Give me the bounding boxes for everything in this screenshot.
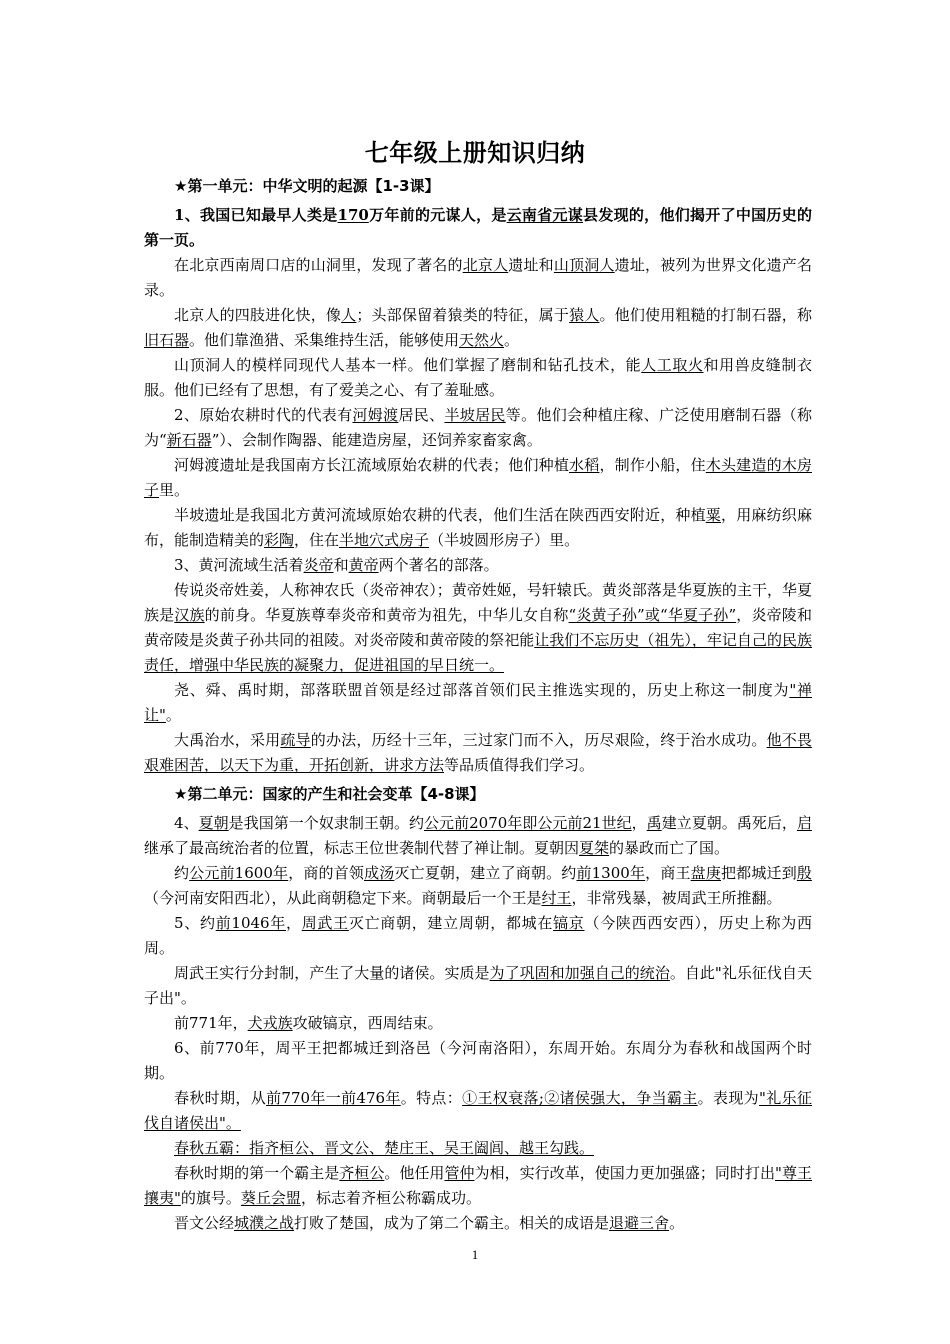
paragraph — [144, 811, 812, 861]
document-title: 七年级上册知识归纳 — [364, 139, 586, 167]
text-segment: 是我国第一个奴隶制王朝。约 — [228, 814, 425, 832]
underlined-text: 公元前2070年即公元前21世纪 — [424, 814, 632, 832]
text-segment: 半坡遗址是我国北方黄河流域原始农耕的代表，他们生活在陕西西安附近，种植 — [174, 506, 706, 524]
underlined-text: 河姆渡 — [352, 406, 399, 424]
paragraph — [144, 303, 812, 353]
underlined-text: 前770年一前476年 — [266, 1089, 401, 1107]
text-segment: 继承了最高统治者的位置，标志王位世袭制代替了禅让制。夏朝因 — [144, 839, 580, 857]
text-segment: 县发现的，他们揭开了中国历史的第一页。 — [144, 206, 812, 249]
underlined-text: 山顶洞人 — [553, 256, 615, 274]
text-segment: 尧、舜、禹时期，部落联盟首领是经过部落首领们民主推选实现的，历史上称这一制度为 — [174, 681, 790, 699]
text-segment: 。特点： — [400, 1089, 463, 1107]
text-segment: 等品质值得我们学习。 — [444, 756, 595, 774]
text-segment: 等。他们会种植庄稼、广泛使用磨制石器（称为“ — [144, 406, 812, 449]
text-segment: （今河南安阳西北），从此商朝稳定下来。商朝最后一个王是 — [144, 889, 542, 907]
underlined-text: 云南省元谋 — [506, 206, 584, 224]
underlined-text: 天然火 — [459, 331, 505, 349]
underlined-text: 北京人 — [462, 256, 509, 274]
underlined-text: 疏导 — [280, 731, 311, 749]
paragraph — [144, 403, 812, 453]
paragraph — [144, 961, 812, 1011]
text-segment: 北京人的四肢进化快，像 — [174, 306, 342, 324]
underlined-text: "禅让" — [144, 681, 812, 724]
underlined-text: 炎帝 — [303, 556, 334, 574]
paragraph — [144, 911, 812, 961]
underlined-text: 新石器 — [166, 431, 212, 449]
text-segment: 河姆渡遗址是我国南方长江流域原始农耕的代表；他们种植 — [174, 456, 570, 474]
paragraph — [144, 728, 812, 778]
text-segment: 。 — [504, 331, 520, 349]
text-segment: 传说炎帝姓姜，人称神农氏（炎帝神农）；黄帝姓姬，号轩辕氏。黄炎部落是华夏族的主干，华夏族是 — [144, 581, 812, 624]
text-segment: ★第二单元：国家的产生和社会变革【4-8课】 — [174, 785, 485, 803]
text-segment: 春秋时期的第一个霸主是 — [174, 1164, 340, 1182]
text-segment: 大禹治水，采用 — [174, 731, 281, 749]
text-segment: 。自此"礼乐征伐自天子出"。 — [144, 964, 812, 1007]
paragraph — [144, 1036, 812, 1086]
underlined-text: 汉族 — [174, 606, 205, 624]
text-segment: ，用麻纺织麻布，能制造精美的 — [144, 506, 812, 549]
text-segment: 。 — [669, 1214, 685, 1232]
text-segment: ， — [286, 914, 302, 932]
underlined-text: 木头建造的木房子 — [144, 456, 812, 499]
text-segment: （半坡圆形房子）里。 — [429, 531, 580, 549]
underlined-text: 前1046年 — [215, 914, 286, 932]
text-segment: 把都城迁到 — [721, 864, 797, 882]
text-segment: 里。 — [159, 481, 190, 499]
unit-heading — [144, 782, 812, 807]
text-segment: 3、黄河流域生活着 — [174, 556, 304, 574]
underlined-text: 公元前1600年 — [189, 864, 289, 882]
document-body — [144, 174, 812, 1236]
underlined-text: 黄帝 — [348, 556, 379, 574]
text-segment: 在北京西南周口店的山洞里，发现了著名的 — [174, 256, 463, 274]
underlined-text: 齐桓公 — [339, 1164, 385, 1182]
paragraph — [144, 861, 812, 911]
text-segment: 。他任用 — [384, 1164, 445, 1182]
underlined-text: 半坡居民 — [444, 406, 506, 424]
paragraph — [144, 1161, 812, 1211]
paragraph — [144, 1086, 812, 1136]
text-segment: 建立夏朝。禹死后， — [661, 814, 797, 832]
paragraph — [144, 553, 812, 578]
paragraph — [144, 678, 812, 728]
text-segment: 的前身。华夏族尊奉炎帝和黄帝为祖先，中华儿女自称 — [204, 606, 569, 624]
paragraph — [144, 503, 812, 553]
text-segment: 约 — [174, 864, 190, 882]
text-segment: 万年前的元谋人，是 — [368, 206, 507, 224]
paragraph — [144, 353, 812, 403]
underlined-text: "礼乐征伐自诸侯出"。 — [144, 1089, 812, 1132]
underlined-text: 粟 — [705, 506, 721, 524]
text-segment: 打败了楚国，成为了第二个霸主。相关的成语是 — [294, 1214, 610, 1232]
underlined-text: 人工取火 — [641, 356, 704, 374]
text-segment: 周武王实行分封制，产生了大量的诸侯。实质是 — [174, 964, 490, 982]
text-segment: 。他们使用粗糙的打制石器，称 — [599, 306, 812, 324]
underlined-text: "尊王攘夷" — [144, 1164, 812, 1207]
page-number: 1 — [471, 1247, 479, 1262]
underlined-text: 彩陶 — [264, 531, 295, 549]
text-segment: 4、 — [174, 814, 199, 832]
text-segment: 的暴政而亡了国。 — [609, 839, 730, 857]
unit-heading — [144, 174, 812, 199]
text-segment: 晋文公经 — [174, 1214, 235, 1232]
text-segment: 2、原始农耕时代的代表有 — [174, 406, 353, 424]
paragraph — [144, 253, 812, 303]
underlined-text: 犬戎族 — [247, 1014, 293, 1032]
underlined-text: 春秋五霸：指齐桓公、晋文公、楚庄王、吴王阖闾、越王勾践。 — [174, 1139, 595, 1157]
paragraph — [144, 453, 812, 503]
underlined-text: 170 — [337, 206, 369, 224]
text-segment: 灭亡夏朝，建立了商朝。约 — [394, 864, 577, 882]
underlined-text: 启 — [796, 814, 812, 832]
text-segment: ”）、会制作陶器、能建造房屋，还饲养家畜家禽。 — [211, 431, 542, 449]
underlined-text: 旧石器 — [144, 331, 190, 349]
underlined-text: 禹 — [646, 814, 662, 832]
text-segment: 和用兽皮缝制衣服。他们已经有了思想，有了爱美之心、有了羞耻感。 — [144, 356, 812, 399]
text-segment: 两个著名的部落。 — [378, 556, 499, 574]
text-segment: 的办法，历经十三年，三过家门而不入，历尽艰险，终于治水成功。 — [310, 731, 767, 749]
text-segment: ，商的首领 — [288, 864, 365, 882]
text-segment: 。 — [165, 706, 181, 724]
paragraph — [144, 1211, 812, 1236]
underlined-text: 他不畏艰难困苦，以天下为重，开拓创新，讲求方法 — [144, 731, 812, 774]
text-segment: 。他们靠渔猎、采集维持生活，能够使用 — [189, 331, 460, 349]
text-segment: 6、前770年，周平王把都城迁到洛邑（今河南洛阳），东周开始。东周分为春秋和战国两个时期。 — [144, 1039, 812, 1082]
underlined-text: 城濮之战 — [234, 1214, 295, 1232]
text-segment: 居民、 — [398, 406, 445, 424]
underlined-text: 退避三舍 — [609, 1214, 670, 1232]
text-segment: 1、我国已知最早人类是 — [174, 206, 338, 224]
underlined-text: 水稻 — [569, 456, 600, 474]
underlined-text: ①王权衰落;②诸侯强大，争当霸主 — [462, 1089, 698, 1107]
text-segment: 山顶洞人的模样同现代人基本一样。他们掌握了磨制和钻孔技术，能 — [174, 356, 642, 374]
underlined-text: 成汤 — [364, 864, 395, 882]
text-segment: ，炎帝陵和黄帝陵是炎黄子孙共同的祖陵。对炎帝陵和黄帝陵的祭祀能 — [144, 606, 812, 649]
underlined-text: 猿人 — [569, 306, 600, 324]
text-segment: ；头部保留着猿类的特征，属于 — [356, 306, 570, 324]
underlined-text: 夏桀 — [579, 839, 610, 857]
text-segment: 春秋时期，从 — [174, 1089, 267, 1107]
underlined-text: 前1300年 — [576, 864, 646, 882]
underlined-text: 夏朝 — [198, 814, 229, 832]
text-segment: ★第一单元：中华文明的起源【1-3课】 — [174, 177, 440, 195]
text-segment: 遗址，被列为世界文化遗产名录。 — [144, 256, 812, 299]
underlined-text: 盘庚 — [690, 864, 722, 882]
paragraph — [144, 1011, 812, 1036]
underlined-text: 镐京 — [553, 914, 585, 932]
underlined-text: 半地穴式房子 — [339, 531, 430, 549]
text-segment: ，制作小船，住 — [599, 456, 706, 474]
text-segment: ， — [631, 814, 647, 832]
paragraph — [144, 1136, 812, 1161]
paragraph — [144, 578, 812, 678]
underlined-text: 葵丘会盟 — [240, 1189, 301, 1207]
underlined-text: 殷 — [796, 864, 812, 882]
text-segment: 的旗号。 — [180, 1189, 241, 1207]
text-segment: 前771年， — [174, 1014, 248, 1032]
text-segment: 和 — [333, 556, 349, 574]
paragraph — [144, 203, 812, 253]
underlined-text: 人 — [341, 306, 357, 324]
text-segment: 。表现为 — [697, 1089, 760, 1107]
text-segment: 遗址和 — [508, 256, 554, 274]
text-segment: 为相，实行改革，使国力更加强盛；同时打出 — [474, 1164, 776, 1182]
text-segment: ，非常残暴，被周武王所推翻。 — [571, 889, 782, 907]
underlined-text: 周武王 — [301, 914, 349, 932]
underlined-text: 管仲 — [444, 1164, 475, 1182]
text-segment: 攻破镐京，西周结束。 — [292, 1014, 443, 1032]
text-segment: ，标志着齐桓公称霸成功。 — [300, 1189, 481, 1207]
text-segment: 灭亡商朝，建立周朝，都城在 — [348, 914, 554, 932]
underlined-text: “炎黄子孙”或“华夏子孙” — [568, 606, 737, 624]
text-segment: ，商王 — [645, 864, 691, 882]
text-segment: （今陕西西安西），历史上称为西周。 — [144, 914, 812, 957]
text-segment: 5、约 — [174, 914, 216, 932]
underlined-text: 让我们不忘历史（祖先），牢记自己的民族责任，增强中华民族的凝聚力，促进祖国的早日统一。 — [144, 631, 812, 674]
underlined-text: 纣王 — [541, 889, 572, 907]
text-segment: ，住在 — [294, 531, 340, 549]
underlined-text: 为了巩固和加强自己的统治 — [489, 964, 670, 982]
